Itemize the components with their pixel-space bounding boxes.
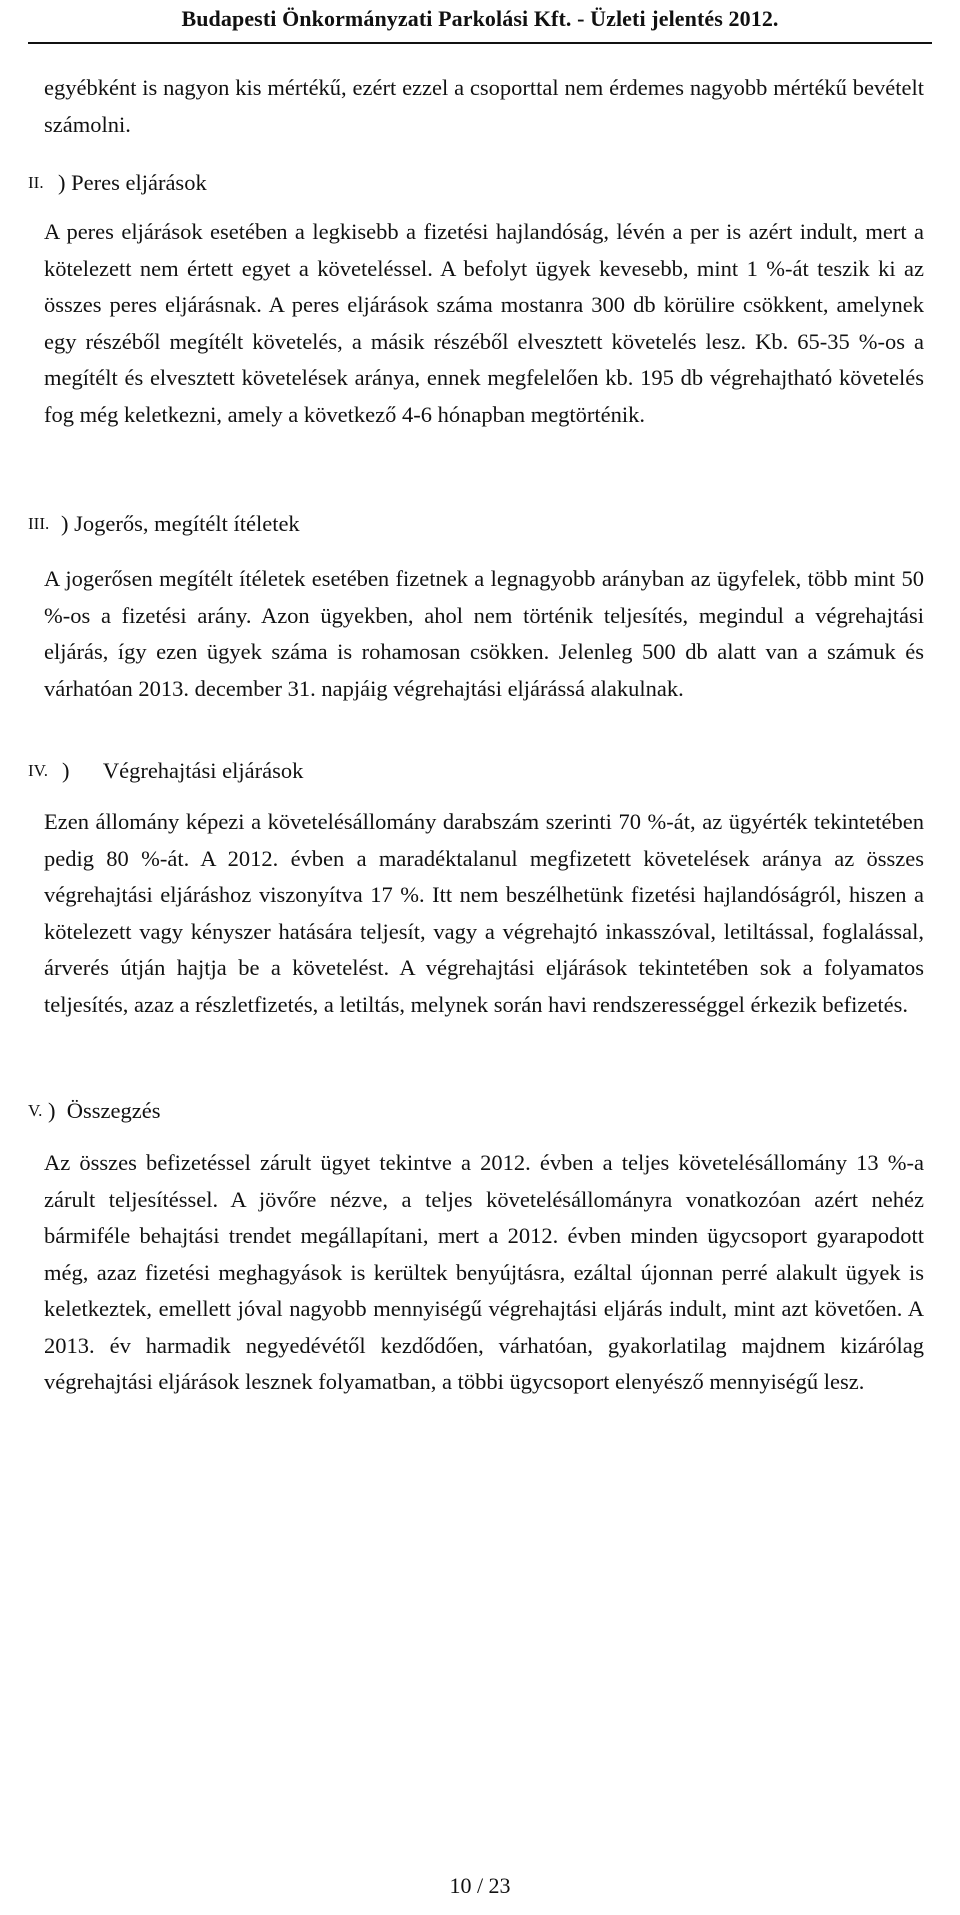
section-3-numeral: III.: [28, 514, 50, 533]
section-3-heading: ) Jogerős, megítélt ítéletek: [61, 511, 300, 536]
header-divider: [28, 42, 932, 44]
section-4-heading: ) Végrehajtási eljárások: [62, 758, 304, 783]
section-2-heading: ) Peres eljárások: [58, 170, 207, 195]
section-2-body: A peres eljárások esetében a legkisebb a fizetési hajlandóság, lévén a per is azért indult, mert a kötelezett nem értett egyet a követeléssel. A befolyt ügyek kevesebb, mint 1 %-át teszik ki az összes peres eljárásnak. A peres eljárások száma mostanra 300 db körülire csökkent, amelynek egy részéből megítélt követelés, a másik részéből elvesztett követelés lesz. Kb. 65-35 %-os a megítélt és elvesztett követelések aránya, ennek megfelelően kb. 195 db végrehajtható követelés fog még keletkezni, amely a következő 4-6 hónapban megtörténik.: [44, 219, 924, 427]
section-2-numeral: II.: [28, 173, 44, 192]
intro-paragraph: egyébként is nagyon kis mértékű, ezért ezzel a csoporttal nem érdemes nagyobb mértékű bevételt számolni.: [44, 75, 924, 137]
section-5-numeral: V.: [28, 1101, 43, 1120]
page-header-title: Budapesti Önkormányzati Parkolási Kft. - Üzleti jelentés 2012.: [181, 6, 779, 31]
section-4-body: Ezen állomány képezi a követelésállomány darabszám szerinti 70 %-át, az ügyérték tekintetében pedig 80 %-át. A 2012. évben a maradéktalanul megfizetett követelések aránya az összes végrehajtási eljáráshoz viszonyítva 17 %. Itt nem beszélhetünk fizetési hajlandóságról, hiszen a kötelezett vagy kényszer hatására teljesít, vagy a végrehajtó inkasszóval, letiltással, foglalással, árverés útján hajtja be a követelést. A végrehajtási eljárások tekintetében sok a folyamatos teljesítés, azaz a részletfizetés, a letiltás, melynek során havi rendszerességgel érkezik befizetés.: [44, 809, 924, 1017]
page-number: 10 / 23: [449, 1873, 511, 1898]
section-4-numeral: IV.: [28, 761, 48, 780]
section-3-body: A jogerősen megítélt ítéletek esetében fizetnek a legnagyobb arányban az ügyfelek, több mint 50 %-os a fizetési arány. Azon ügyekben, ahol nem történik teljesítés, megindul a végrehajtási eljárás, így ezen ügyek száma is rohamosan csökken. Jelenleg 500 db alatt van a számuk és várhatóan 2013. december 31. napjáig végrehajtási eljárássá alakulnak.: [44, 566, 924, 701]
section-5-body: Az összes befizetéssel zárult ügyet tekintve a 2012. évben a teljes követelésállomány 13 %-a zárult teljesítéssel. A jövőre nézve, a teljes követelésállományra vonatkozóan azért nehéz bármiféle behajtási trendet megállapítani, mert a 2012. évben minden ügycsoport gyarapodott még, azaz fizetési meghagyások is kerültek benyújtásra, ezáltal újonnan perré alakult ügyek is keletkeztek, emellett jóval nagyobb mennyiségű végrehajtási eljárás indult, mint azt követően. A 2013. év harmadik negyedévétől kezdődően, várhatóan, gyakorlatilag majdnem kizárólag végrehajtási eljárások lesznek folyamatban, a többi ügycsoport elenyésző mennyiségű lesz.: [44, 1150, 924, 1394]
section-5-heading: ) Összegzés: [48, 1098, 161, 1123]
